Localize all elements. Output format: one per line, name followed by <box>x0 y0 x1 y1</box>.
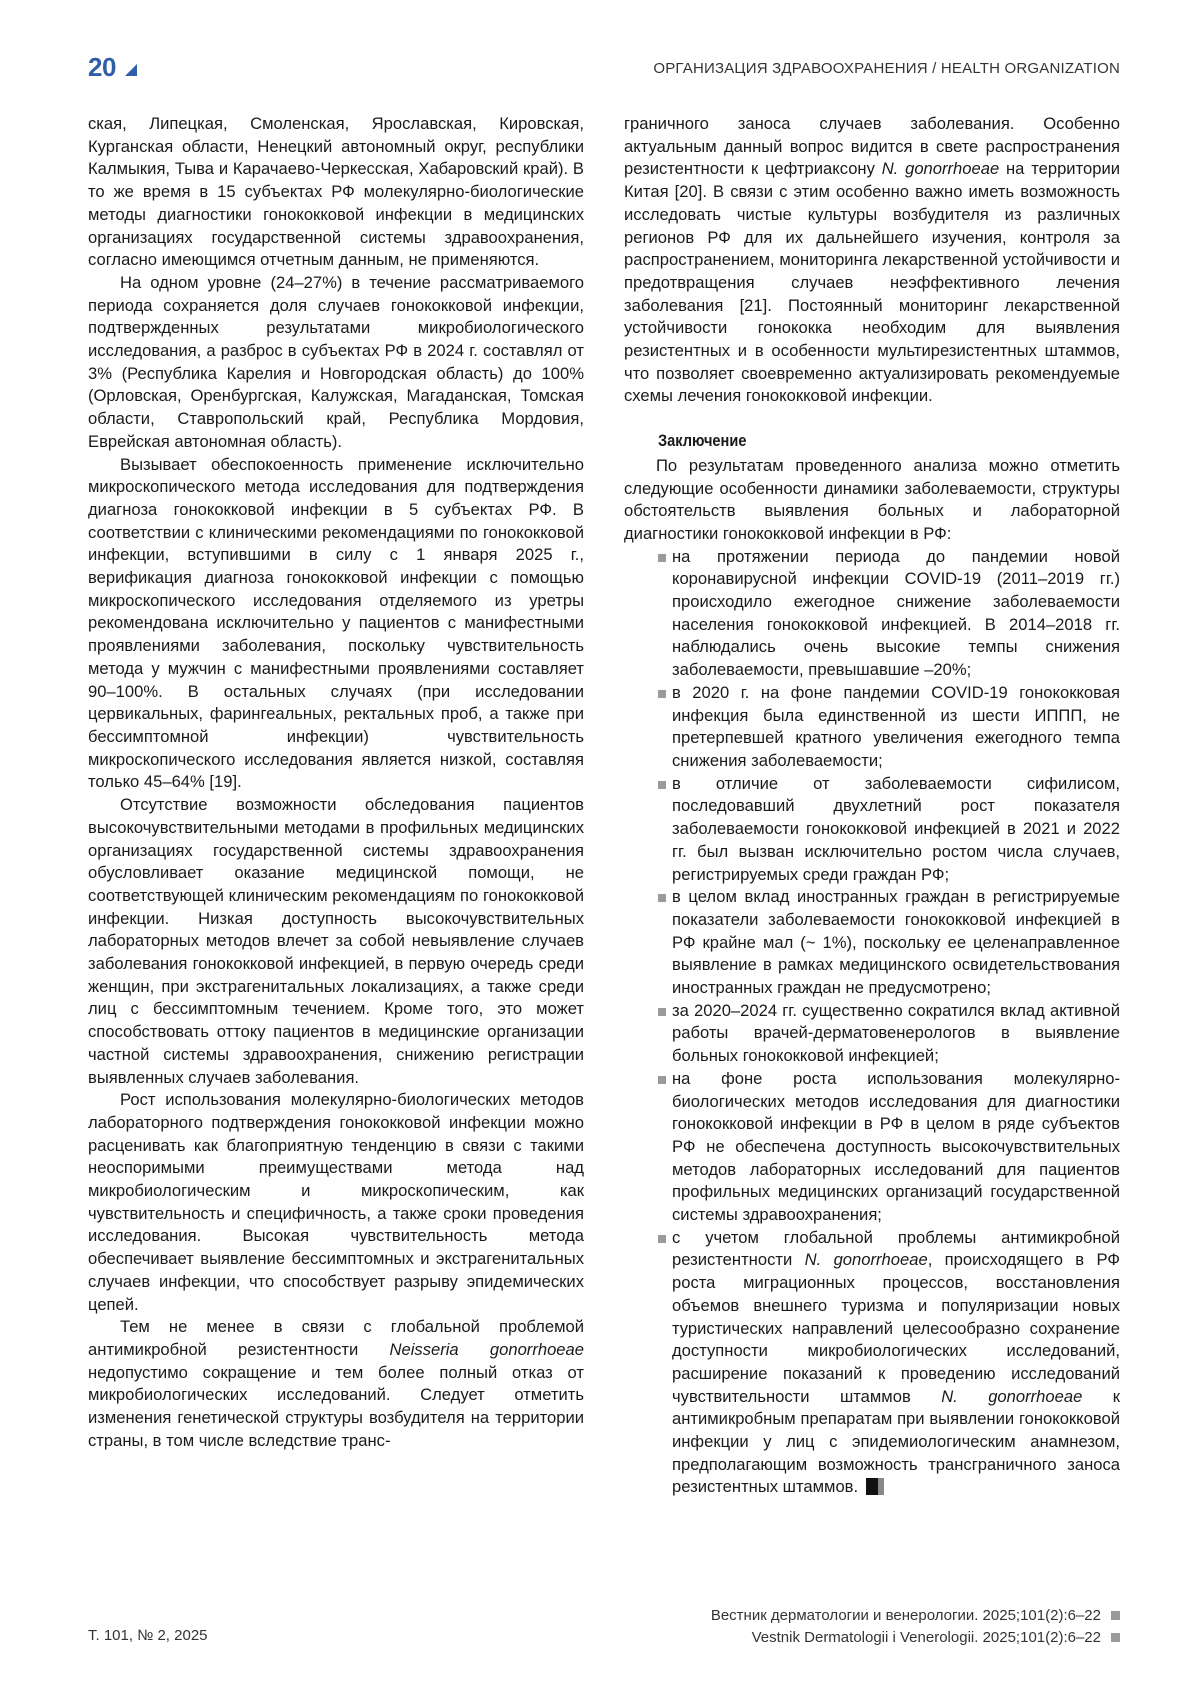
text-run: на территории Китая [20]. В связи с этим особенно важно иметь возможность исследовать чистые культуры возбудителя из различных регионов РФ для их дальнейшего изучения, контроля за распространением, мониторинга лекарственной устойчивости и предотвращения случаев неэффективного лечения заболевания [21]. Постоянный мониторинг лекарственной устойчивости гонококка необходим для выявления резистентных и в особенности мультирезистентных штаммов, что позволяет своевременно актуализировать рекомендуемые схемы лечения гонококковой инфекции. <box>624 159 1120 406</box>
paragraph: Отсутствие возможности обследования пациентов высокочувствительными методами в профильных медицинских организациях государственной системы здравоохранения обусловливает оказание медицинской помощи, не соответствующей клиническим рекомендациям по гонококковой инфекции. Низкая доступность высокочувствительных лабораторных методов влечет за собой невыявление случаев заболевания гонококковой инфекцией, в первую очередь среди женщин, при экстрагенитальных локализациях, а также среди лиц с бессимптомным течением. Кроме того, это может способствовать оттоку пациентов в медицинские организации частной системы здравоохранения, снижению регистрации выявленных случаев заболевания. <box>88 795 584 1087</box>
citation-block <box>711 1605 1120 1649</box>
text-run: Тем не менее в связи с глобальной проблемой антимикробной резистентности <box>88 1317 584 1359</box>
square-bullet-icon <box>1111 1633 1120 1642</box>
paragraph: Вызывает обеспокоенность применение исключительно микроскопического метода исследования для подтверждения диагноза гонококковой инфекции в 5 субъектах РФ. В соответствии с клиническими рекомендациями по гонококковой инфекции, вступившими в силу с 1 января 2025 г., верификация диагноза гонококковой инфекции с помощью микроскопического исследования отделяемого из уретры рекомендована исключительно у пациентов с манифестными проявлениями заболевания, поскольку чувствительность метода у мужчин с манифестными проявлениями составляет 90–100%. В остальных случаях (при исследовании цервикальных, фарингеальных, ректальных проб, а также при бессимптомной инфекции) чувствительность микроскопического исследования является низкой, составляя только 45–64% [19]. <box>88 454 584 792</box>
species-name: Neisseria gonorrhoeae <box>389 1339 584 1359</box>
text-run: к антимикробным препаратам при выявлении гонококковой инфекции у лиц с эпидемиологическим анамнезом, предполагающим возможность трансграничного заноса резистентных штаммов. <box>672 1386 1120 1497</box>
text-run: с учетом глобальной проблемы антимикробной резистентности <box>672 1227 1120 1270</box>
list-item <box>624 886 1120 1000</box>
end-of-article-icon <box>878 1478 884 1495</box>
paragraph: На одном уровне (24–27%) в течение рассматриваемого периода сохраняется доля случаев гонококковой инфекции, подтвержденных результатами микробиологического исследования, а разброс в субъектах РФ в 2024 г. составлял от 3% (Республика Карелия и Новгородская область) до 100% (Орловская, Оренбургская, Калужская, Магаданская, Томская области, Ставропольский край, Республика Мордовия, Еврейская автономная область). <box>88 272 584 451</box>
square-bullet-icon <box>658 1235 666 1243</box>
end-of-article-icon <box>866 1478 878 1495</box>
list-item-text: на протяжении периода до пандемии новой коронавирусной инфекции COVID-19 (2011–2019 гг.) происходило ежегодное снижение заболеваемости населения гонококковой инфекцией. В 2014–2018 гг. наблюдались очень высокие темпы снижения заболеваемости, превышавшие –20%; <box>672 546 1120 680</box>
conclusion-list <box>624 546 1120 1500</box>
paragraph <box>88 1316 584 1452</box>
species-name: N. gonorrhoeae <box>804 1250 928 1270</box>
list-item-text: в целом вклад иностранных граждан в регистрируемые показатели заболеваемости гонококковой инфекцией в РФ крайне мал (~ 1%), поскольку ее целенаправленное выявление в рамках медицинского освидетельствования иностранных граждан не предусмотрено; <box>672 887 1120 998</box>
text-run: недопустимо сокращение и тем более полный отказ от микробиологических исследований. Следует отметить изменения генетической структуры возбудителя на территории страны, в том числе вследствие транс- <box>88 1362 584 1450</box>
square-bullet-icon <box>658 554 666 562</box>
species-name: N. gonorrhoeae <box>941 1386 1083 1406</box>
square-bullet-icon <box>658 1008 666 1016</box>
paragraph: ская, Липецкая, Смоленская, Ярославская, Кировская, Курганская области, Ненецкий автономный округ, республики Калмыкия, Тыва и Карачаево-Черкесская, Хабаровский край). В то же время в 15 субъектах РФ молекулярно-биологические методы диагностики гонококковой инфекции в медицинских организациях государственной системы здравоохранения, согласно имеющимся отчетным данным, не применяются. <box>88 114 584 270</box>
right-column <box>624 113 1120 1499</box>
square-bullet-icon <box>1111 1611 1120 1620</box>
page-corner-mark <box>125 64 137 76</box>
page-number: 20 <box>88 52 116 82</box>
running-head: ОРГАНИЗАЦИЯ ЗДРАВООХРАНЕНИЯ / HEALTH ORGANIZATION <box>653 60 1120 77</box>
list-item-text: за 2020–2024 гг. существенно сократился вклад активной работы врачей-дерматовенерологов в выявление больных гонококковой инфекцией; <box>672 1000 1120 1066</box>
list-item-text: в отличие от заболеваемости сифилисом, последовавший двухлетний рост показателя заболеваемости гонококковой инфекцией в 2021 и 2022 гг. был вызван исключительно ростом числа случаев, регистрируемых среди граждан РФ; <box>672 773 1120 884</box>
list-item <box>624 682 1120 773</box>
list-item <box>624 1000 1120 1068</box>
square-bullet-icon <box>658 894 666 902</box>
square-bullet-icon <box>658 1076 666 1084</box>
square-bullet-icon <box>658 781 666 789</box>
paragraph <box>624 113 1120 408</box>
text-run: , происходящего в РФ роста миграционных процессов, восстановления объемов внешнего туризма и популяризации новых туристических направлений целесообразно сохранение доступности микробиологических исследований, расширение показаний к проведению исследований чувствительности штаммов <box>672 1250 1120 1406</box>
journal-volume: Т. 101, № 2, 2025 <box>88 1627 208 1644</box>
text-run: граничного заноса случаев заболевания. Особенно актуальным данный вопрос видится в свете распространения резистентности к цефтриаксону <box>624 114 1120 179</box>
list-item <box>624 1068 1120 1227</box>
conclusion-intro: По результатам проведенного анализа можно отметить следующие особенности динамики заболеваемости, структуры обстоятельств выявления больных и лабораторной диагностики гонококковой инфекции в РФ: <box>624 455 1120 543</box>
list-item <box>624 546 1120 682</box>
left-column <box>88 113 584 1452</box>
species-name: N. gonorrhoeae <box>881 159 1000 179</box>
citation-line <box>711 1605 1120 1627</box>
paragraph: Рост использования молекулярно-биологических методов лабораторного подтверждения гонококковой инфекции можно расценивать как благоприятную тенденцию в связи с такими неоспоримыми преимуществами метода над микробиологическим и микроскопическим, как чувствительность и специфичность, а также сроки проведения исследования. Высокая чувствительность метода обеспечивает выявление бессимптомных и экстрагенитальных случаев инфекции, что способствует разрыву эпидемических цепей. <box>88 1090 584 1314</box>
list-item <box>624 1227 1120 1499</box>
citation-en: Vestnik Dermatologii i Venerologii. 2025;101(2):6–22 <box>751 1629 1101 1646</box>
list-item-text: в 2020 г. на фоне пандемии COVID-19 гонококковая инфекция была единственной из шести ИППП, не претерпевшей кратного увеличения ежегодного темпа снижения заболеваемости; <box>672 682 1120 770</box>
square-bullet-icon <box>658 690 666 698</box>
citation-line <box>711 1627 1120 1649</box>
list-item-text: на фоне роста использования молекулярно-биологических методов исследования для диагностики гонококковой инфекции в РФ в целом в ряде субъектов РФ не обеспечена доступность высокочувствительных методов лабораторных исследований для пациентов профильных медицинских организаций государственной системы здравоохранения; <box>672 1068 1120 1225</box>
section-heading-conclusion: Заключение <box>658 431 747 451</box>
list-item <box>624 773 1120 887</box>
citation-ru: Вестник дерматологии и венерологии. 2025;101(2):6–22 <box>710 1607 1101 1624</box>
